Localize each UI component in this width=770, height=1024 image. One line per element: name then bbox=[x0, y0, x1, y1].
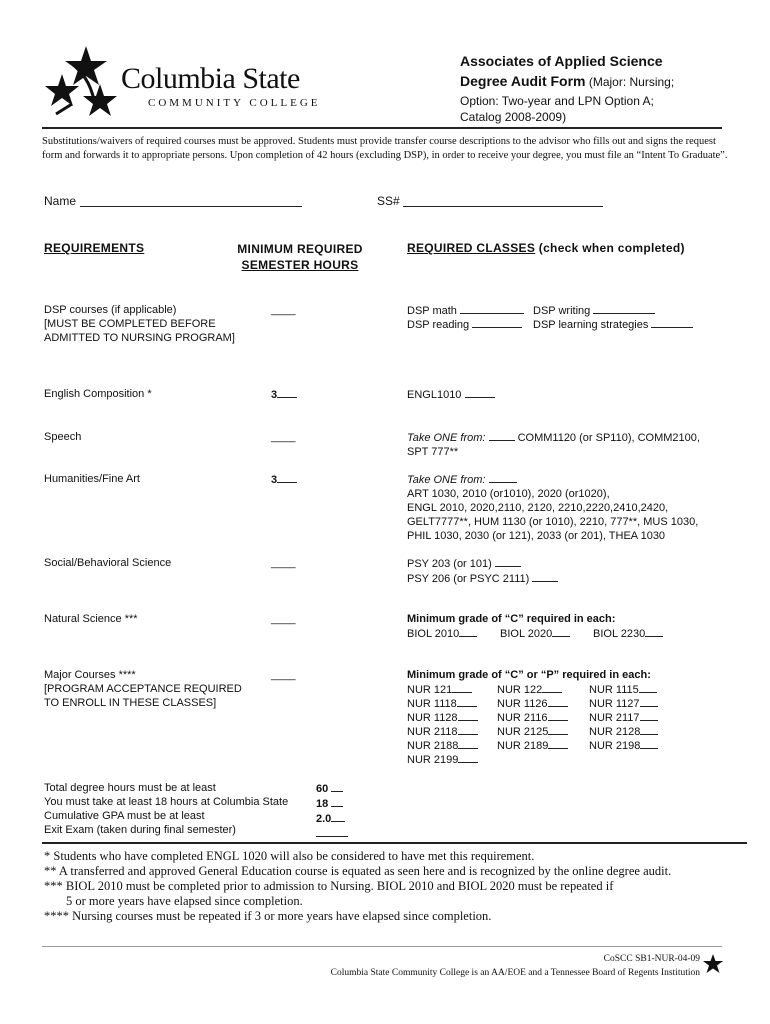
footer-divider bbox=[42, 946, 722, 947]
biol2020-item[interactable]: BIOL 2020 bbox=[500, 626, 570, 641]
nur-course-item[interactable]: NUR 2198 bbox=[589, 738, 658, 753]
natural-requirement: Natural Science *** bbox=[44, 613, 138, 625]
nur-course-item[interactable]: NUR 2125 bbox=[497, 724, 568, 739]
nur-course-item[interactable]: NUR 2188 bbox=[407, 738, 478, 753]
humanities-hours: 3 bbox=[271, 472, 297, 487]
speech-classes[interactable]: Take ONE from: COMM1120 (or SP110), COMM2100, SPT 777** bbox=[407, 432, 700, 458]
major-requirement: Major Courses **** [PROGRAM ACCEPTANCE REQUIRED TO ENROLL IN THESE CLASSES] bbox=[44, 669, 242, 709]
nur-course-item[interactable]: NUR 1115 bbox=[589, 682, 657, 697]
logo-wordmark: Columbia State bbox=[121, 62, 300, 95]
natural-heading: Minimum grade of “C” required in each: bbox=[407, 613, 616, 625]
speech-requirement: Speech bbox=[44, 431, 82, 443]
social-requirement: Social/Behavioral Science bbox=[44, 557, 172, 569]
name-field[interactable] bbox=[80, 195, 302, 207]
min-hours-header: MINIMUM REQUIRED SEMESTER HOURS bbox=[237, 242, 363, 272]
footnotes: * Students who have completed ENGL 1020 will also be considered to have met this requirement. ** A transferred and approved General Education course is equated as seen here and is recognized by the online degree audit. *** BIOL 2010 must be completed prior to admission to Nursing. BIOL 2010 and BIOL 2020 must be repeated if 5 or more years have elapsed since completion. **** Nursing courses must be repeated if 3 or more years have elapsed since completion. bbox=[44, 849, 672, 923]
form-title: Associates of Applied Science Degree Audit Form (Major: Nursing; Option: Two-year and LPN Option A; Catalog 2008-2009) bbox=[460, 53, 675, 124]
dsp-writing-item[interactable]: DSP writing bbox=[533, 303, 655, 318]
totals-values: 60 18 2.0 bbox=[316, 781, 348, 841]
dsp-learning-item[interactable]: DSP learning strategies bbox=[533, 317, 693, 332]
name-label: Name bbox=[44, 194, 77, 208]
nur-course-item[interactable]: NUR 2128 bbox=[589, 724, 658, 739]
major-heading: Minimum grade of “C” or “P” required in each: bbox=[407, 669, 651, 681]
ss-label: SS# bbox=[377, 194, 400, 208]
biol2010-item[interactable]: BIOL 2010 bbox=[407, 626, 477, 641]
nur-course-item[interactable]: NUR 2117 bbox=[589, 710, 658, 725]
engl1010-item[interactable]: ENGL1010 bbox=[407, 387, 495, 402]
exit-exam-field[interactable] bbox=[316, 826, 348, 841]
totals-divider bbox=[42, 842, 747, 844]
nur-course-item[interactable]: NUR 1118 bbox=[407, 696, 477, 711]
humanities-requirement: Humanities/Fine Art bbox=[44, 473, 140, 485]
speech-hours: ____ bbox=[271, 431, 296, 443]
nur-course-item[interactable]: NUR 122 bbox=[497, 682, 562, 697]
dsp-hours: ____ bbox=[271, 304, 296, 316]
dsp-math-item[interactable]: DSP math bbox=[407, 303, 524, 318]
totals-labels: Total degree hours must be at least You must take at least 18 hours at Columbia State Cumulative GPA must be at least Exit Exam (taken during final semester) bbox=[44, 782, 289, 836]
dsp-reading-item[interactable]: DSP reading bbox=[407, 317, 522, 332]
nur-course-item[interactable]: NUR 1128 bbox=[407, 710, 478, 725]
social-classes[interactable]: PSY 203 (or 101) PSY 206 (or PSYC 2111) bbox=[407, 556, 558, 586]
natural-hours: ____ bbox=[271, 613, 296, 625]
college-logo-stars bbox=[42, 44, 122, 122]
required-classes-header: REQUIRED CLASSES (check when completed) bbox=[407, 241, 685, 255]
nur-course-item[interactable]: NUR 1126 bbox=[497, 696, 568, 711]
english-requirement: English Composition * bbox=[44, 388, 152, 400]
header-divider bbox=[42, 127, 722, 129]
major-hours: ____ bbox=[271, 669, 296, 681]
ss-field[interactable] bbox=[403, 195, 603, 207]
social-hours: ____ bbox=[271, 557, 296, 569]
english-hours: 3 bbox=[271, 387, 297, 402]
intro-paragraph: Substitutions/waivers of required courses must be approved. Students must provide transfer course descriptions to the advisor who fills out and signs the request form and forwards it to appropriate persons. Upon completion of 42 hours (excluding DSP), in order to receive your degree, you must file an “Intent To Graduate”. bbox=[42, 136, 728, 161]
star-icon bbox=[45, 74, 79, 106]
nur-course-item[interactable]: NUR 2116 bbox=[497, 710, 568, 725]
nur-course-item[interactable]: NUR 2118 bbox=[407, 724, 478, 739]
nur-course-item[interactable]: NUR 121 bbox=[407, 682, 472, 697]
logo-subtitle: COMMUNITY COLLEGE bbox=[148, 97, 321, 109]
footer-text: CoSCC SB1-NUR-04-09 Columbia State Community College is an AA/EOE and a Tennessee Board of Regents Institution bbox=[330, 954, 700, 978]
requirements-header: REQUIREMENTS bbox=[44, 241, 145, 255]
nur-course-item[interactable]: NUR 2189 bbox=[497, 738, 568, 753]
footer-star-icon bbox=[703, 953, 723, 975]
biol2230-item[interactable]: BIOL 2230 bbox=[593, 626, 663, 641]
star-icon bbox=[83, 84, 117, 116]
nur-course-item[interactable]: NUR 2199 bbox=[407, 752, 478, 767]
humanities-classes[interactable]: Take ONE from: ART 1030, 2010 (or1010), 2020 (or1020), ENGL 2010, 2020,2110, 2120, 2210,2220,2410,2420, GELT7777**, HUM 1130 (or 1010), 2210, 777**, MUS 1030, PHIL 1030, 2030 (or 121), 2033 (or 201), THEA 1030 bbox=[407, 474, 699, 542]
nur-course-item[interactable]: NUR 1127 bbox=[589, 696, 658, 711]
dsp-requirement: DSP courses (if applicable) [MUST BE COMPLETED BEFORE ADMITTED TO NURSING PROGRAM] bbox=[44, 304, 235, 344]
